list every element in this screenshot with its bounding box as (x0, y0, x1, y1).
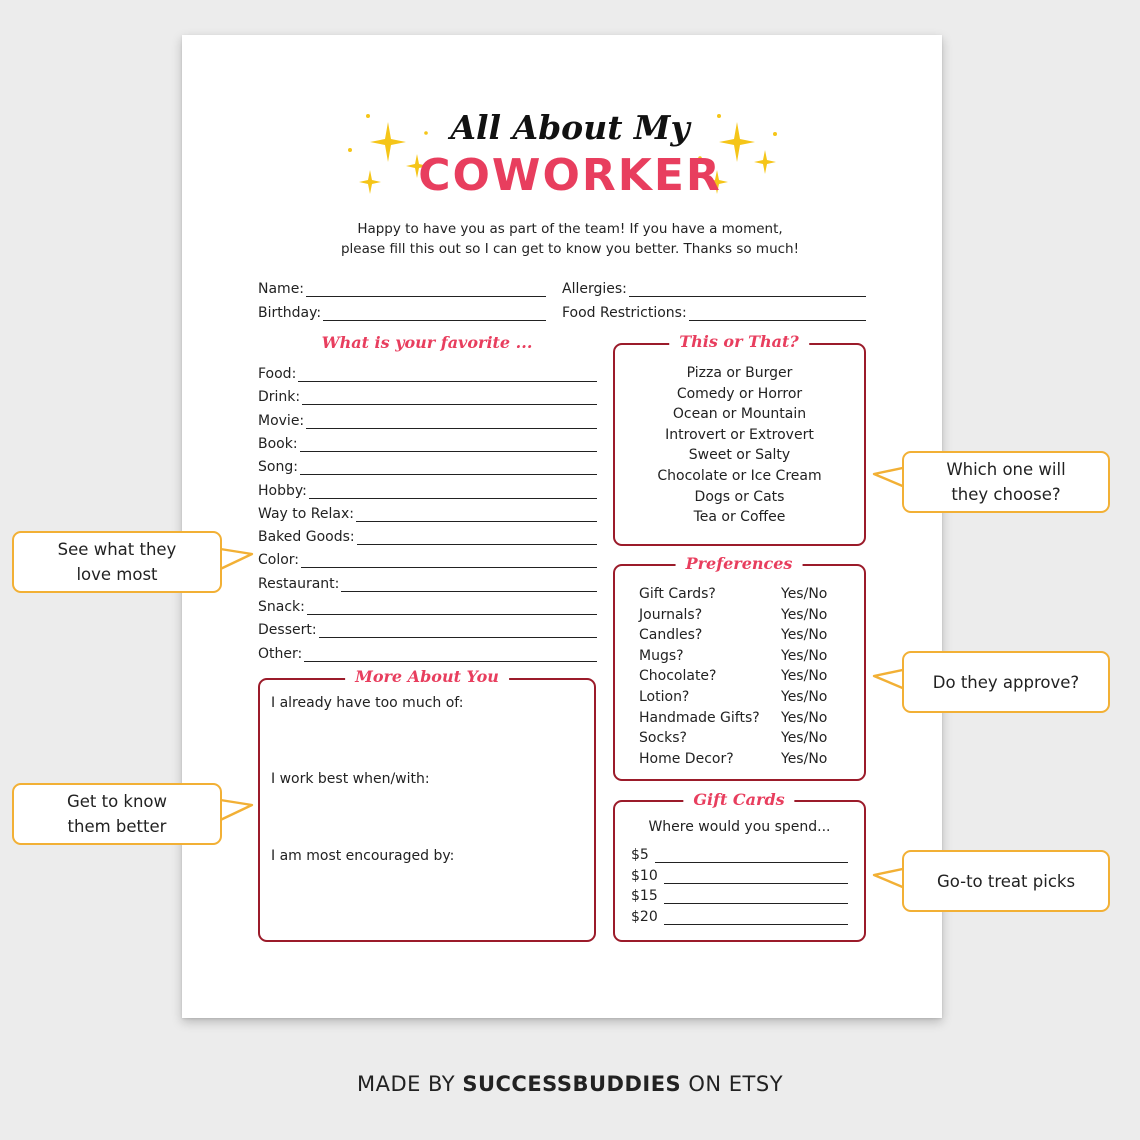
intro-line-1: Happy to have you as part of the team! If you have a moment, (357, 221, 783, 237)
preference-answer[interactable]: Yes/No (781, 750, 828, 767)
favorite-field[interactable] (258, 525, 597, 545)
favorite-label: Color: (258, 552, 300, 569)
preference-answer[interactable]: Yes/No (781, 730, 828, 747)
favorite-label: Dessert: (258, 622, 317, 639)
more-prompt-2: I work best when/with: (271, 771, 430, 787)
gift-card-amount-label: $5 (631, 847, 649, 863)
gift-card-amount-field[interactable] (631, 864, 848, 884)
intro-text (0, 219, 1140, 259)
favorite-line[interactable] (300, 460, 597, 475)
favorite-field[interactable] (258, 572, 597, 592)
favorite-field[interactable] (258, 502, 597, 522)
favorites-title: What is your favorite ... (321, 333, 533, 352)
preference-question: Lotion? (639, 689, 690, 705)
callout-treat-text: Go-to treat picks (936, 871, 1076, 891)
favorite-label: Movie: (258, 412, 305, 429)
favorite-field[interactable] (258, 548, 597, 568)
preference-answer[interactable]: Yes/No (781, 709, 828, 726)
gift-card-amount-field[interactable] (631, 884, 848, 904)
this-or-that-list (613, 363, 866, 528)
favorite-line[interactable] (302, 390, 597, 405)
preference-answer[interactable]: Yes/No (781, 647, 828, 664)
callout-get-to-know (12, 783, 222, 845)
gift-card-amount-line[interactable] (664, 910, 848, 925)
preference-answer[interactable]: Yes/No (781, 586, 828, 602)
favorite-line[interactable] (298, 367, 597, 382)
preference-question: Gift Cards? (639, 586, 716, 602)
favorite-field[interactable] (258, 409, 597, 429)
title-line-1: All About My (450, 108, 690, 147)
preference-row (639, 689, 827, 709)
name-line[interactable] (306, 282, 546, 297)
this-or-that-item: Pizza or Burger (686, 365, 793, 381)
more-prompt-1: I already have too much of: (271, 695, 464, 711)
callout-treat (902, 850, 1110, 912)
callout-get-to-know-line-2: them better (67, 817, 167, 836)
favorite-line[interactable] (357, 530, 597, 545)
preference-answer[interactable]: Yes/No (781, 606, 828, 623)
preference-question: Mugs? (639, 647, 684, 664)
food-restrictions-label: Food Restrictions: (562, 305, 687, 321)
favorite-line[interactable] (319, 623, 597, 638)
callout-which-one-line-2: they choose? (951, 485, 1061, 504)
allergies-field[interactable] (562, 277, 866, 297)
this-or-that-item: Tea or Coffee (693, 509, 786, 526)
more-about-you-box (258, 678, 596, 942)
gift-card-amount-line[interactable] (664, 869, 848, 884)
callout-approve (902, 651, 1110, 713)
favorite-label: Book: (258, 435, 298, 452)
favorite-field[interactable] (258, 642, 597, 662)
callout-see-what (12, 531, 222, 593)
this-or-that-item: Introvert or Extrovert (665, 426, 814, 443)
preferences-title: Preferences (676, 554, 803, 573)
favorite-field[interactable] (258, 362, 597, 382)
preference-row (639, 710, 827, 730)
preference-row (639, 586, 827, 606)
gift-card-amount-field[interactable] (631, 905, 848, 925)
preference-question: Home Decor? (639, 750, 734, 767)
favorite-field[interactable] (258, 432, 597, 452)
preference-question: Journals? (639, 606, 703, 623)
favorite-line[interactable] (300, 437, 597, 452)
preference-row (639, 627, 827, 647)
favorite-line[interactable] (356, 507, 597, 522)
this-or-that-item: Ocean or Mountain (672, 406, 807, 423)
birthday-field[interactable] (258, 301, 546, 321)
preference-row (639, 730, 827, 750)
favorite-field[interactable] (258, 618, 597, 638)
title-line-2: COWORKER (418, 150, 722, 201)
favorite-field[interactable] (258, 385, 597, 405)
food-restrictions-field[interactable] (562, 301, 866, 321)
footer-brand: SUCCESSBUDDIES (462, 1072, 682, 1096)
callout-see-what-line-2: love most (76, 565, 158, 584)
footer-credit (0, 1072, 1140, 1096)
favorite-field[interactable] (258, 455, 597, 475)
favorite-label: Way to Relax: (258, 505, 354, 522)
gift-card-amount-label: $10 (631, 867, 658, 884)
preference-question: Chocolate? (639, 668, 717, 685)
allergies-label: Allergies: (562, 281, 627, 297)
preference-row (639, 668, 827, 688)
callout-approve-text: Do they approve? (932, 672, 1080, 692)
intro-line-2: please fill this out so I can get to know you better. Thanks so much! (340, 241, 800, 257)
callout-see-what-line-1: See what they (57, 540, 177, 559)
preference-answer[interactable]: Yes/No (781, 627, 828, 644)
callout-which-one (902, 451, 1110, 513)
gift-card-amount-label: $20 (631, 908, 658, 925)
callout-which-one-line-1: Which one will (946, 460, 1066, 479)
preference-question: Handmade Gifts? (639, 709, 760, 726)
allergies-line[interactable] (629, 282, 866, 297)
gift-cards-title: Gift Cards (683, 790, 794, 809)
favorite-line[interactable] (306, 414, 597, 429)
preference-question: Socks? (639, 730, 687, 747)
favorite-line[interactable] (309, 484, 597, 499)
favorite-field[interactable] (258, 595, 597, 615)
preference-question: Candles? (639, 627, 703, 644)
favorite-line[interactable] (341, 577, 597, 592)
gift-card-amount-field[interactable] (631, 843, 848, 863)
favorite-line[interactable] (307, 600, 597, 615)
footer-suffix: ON ETSY (681, 1072, 784, 1096)
gift-cards-prompt: Where would you spend... (648, 819, 831, 835)
favorite-line[interactable] (301, 553, 597, 568)
this-or-that-item: Sweet or Salty (688, 447, 791, 464)
more-about-you-title: More About You (345, 667, 509, 686)
name-field[interactable] (258, 277, 546, 297)
preference-row (639, 751, 827, 771)
favorite-label: Food: (258, 366, 297, 382)
birthday-label: Birthday: (258, 305, 322, 321)
favorite-field[interactable] (258, 479, 597, 499)
preference-answer[interactable]: Yes/No (781, 689, 828, 705)
name-label: Name: (258, 281, 305, 297)
favorite-label: Drink: (258, 389, 301, 406)
preference-answer[interactable]: Yes/No (781, 668, 828, 685)
this-or-that-item: Comedy or Horror (676, 385, 803, 402)
gift-card-amount-line[interactable] (664, 889, 848, 904)
favorite-label: Baked Goods: (258, 529, 355, 546)
food-restrictions-line[interactable] (689, 306, 866, 321)
this-or-that-item: Dogs or Cats (694, 488, 785, 505)
favorite-label: Hobby: (258, 482, 307, 499)
preference-row (639, 607, 827, 627)
favorite-line[interactable] (304, 647, 597, 662)
gift-card-amount-line[interactable] (655, 848, 848, 863)
this-or-that-item: Chocolate or Ice Cream (657, 467, 822, 484)
favorite-label: Restaurant: (258, 575, 340, 592)
favorite-label: Other: (258, 645, 303, 662)
preference-row (639, 648, 827, 668)
this-or-that-title: This or That? (669, 332, 809, 351)
footer-prefix: MADE BY (356, 1072, 463, 1096)
birthday-line[interactable] (323, 306, 546, 321)
favorite-label: Song: (258, 459, 298, 476)
callout-get-to-know-line-1: Get to know (66, 792, 168, 811)
favorite-label: Snack: (258, 599, 305, 615)
more-prompt-3: I am most encouraged by: (271, 848, 455, 864)
gift-card-amount-label: $15 (631, 888, 658, 905)
